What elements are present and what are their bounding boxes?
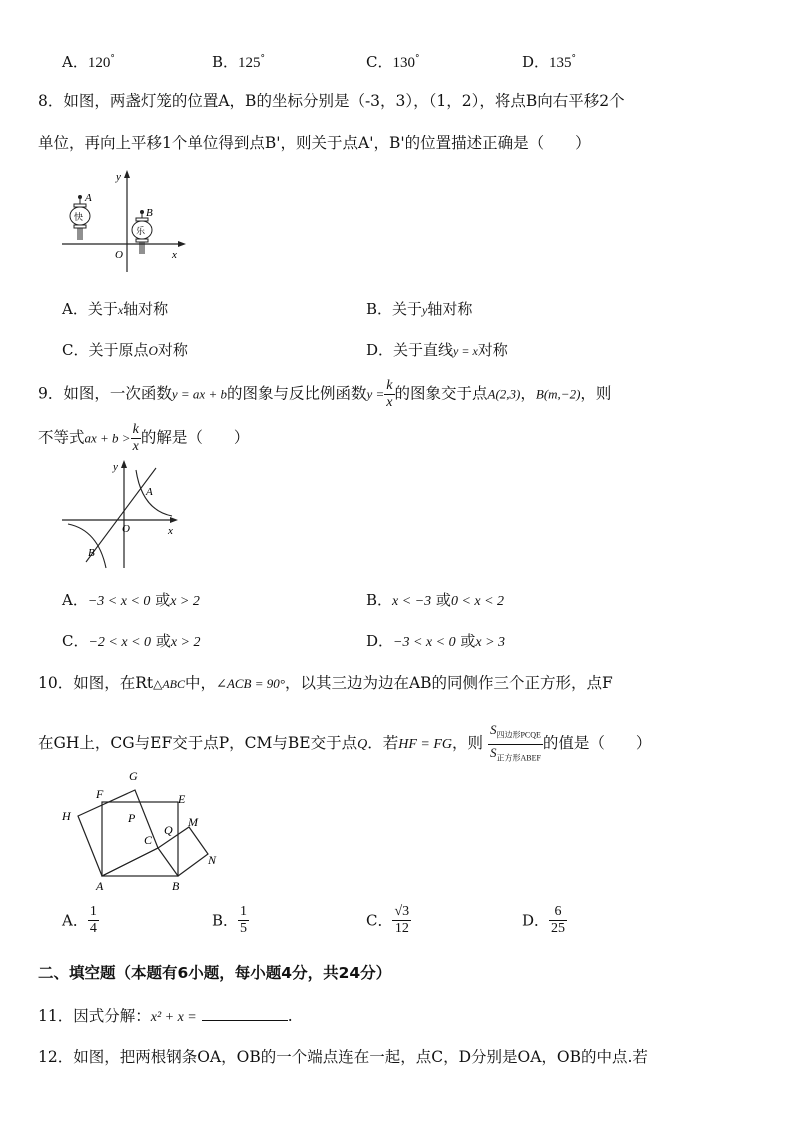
q8-fig-a-label: A xyxy=(85,192,92,204)
q11-stem: 11．因式分解：x² + x = . xyxy=(38,1004,293,1029)
q8-option-b: B．关于y轴对称 xyxy=(366,300,473,318)
q10-fig-p: P xyxy=(128,811,136,825)
q9-fig-y-label: y xyxy=(113,461,118,473)
lantern-b-char: 乐 xyxy=(136,226,146,236)
q10-figure xyxy=(58,764,228,896)
q9-fig-origin-label: O xyxy=(122,523,130,535)
q10-fig-e: E xyxy=(178,792,186,806)
q8-fig-x-label: x xyxy=(172,249,177,261)
q9-fraction-k-over-x: $\frac{k}{x}$ xyxy=(386,378,393,410)
q10-fig-c: C xyxy=(144,833,153,847)
q9-option-b: B．x < −3 或0 < x < 2 xyxy=(366,591,505,609)
q8-option-a: A．关于x轴对称 xyxy=(62,300,169,318)
q10-option-a: A． $\frac{1}{4}$ xyxy=(62,904,97,936)
q8-option-d: D．关于直线y = x对称 xyxy=(366,341,508,359)
q7-option-a: A．120° xyxy=(62,53,115,71)
q9-fig-x-label: x xyxy=(168,525,173,537)
q10-stem-line2: 在GH上，CG与EF交于点P，CM与BE交于点Q．若HF = FG，则 $\frac{S_{四边形PCQE}}{S_{正方形ABEF}}$ 的值是（ ） xyxy=(38,722,651,766)
lantern-a-char: 快 xyxy=(74,212,84,222)
q10-option-b: B． $\frac{1}{5}$ xyxy=(212,904,248,936)
q11-answer-blank xyxy=(202,1004,288,1021)
q10-fig-n: N xyxy=(208,853,217,867)
q9-fig-b-label: B xyxy=(88,547,95,559)
q10-fig-g: G xyxy=(129,769,138,783)
q9-option-d: D．−3 < x < 0 或x > 3 xyxy=(366,632,506,650)
q8-stem-line1: 8．如图，两盏灯笼的位置A，B的坐标分别是（-3，3），（1，2），将点B向右平移2个 xyxy=(38,92,625,110)
q9-option-c: C．−2 < x < 0 或x > 2 xyxy=(62,632,201,650)
q9-fig-a-label: A xyxy=(146,486,153,498)
q8-fig-y-label: y xyxy=(116,171,121,183)
q10-fig-b: B xyxy=(172,879,180,893)
q10-fig-f: F xyxy=(96,787,104,801)
section-2-heading: 二、填空题（本题有6小题，每小题4分，共24分） xyxy=(38,964,392,982)
q10-option-d: D． $\frac{6}{25}$ xyxy=(522,904,566,936)
q10-fig-q: Q xyxy=(164,823,173,837)
q7-option-c: C．130° xyxy=(366,53,420,71)
q9-figure xyxy=(60,458,184,572)
q9-stem-line2: 不等式ax + b > $\frac{k}{x}$ 的解是（ ） xyxy=(38,422,250,454)
q10-stem-line1: 10．如图，在Rt△ABC中，∠ACB = 90°，以其三边为边在AB的同侧作三个正方形，点F xyxy=(38,674,613,692)
q8-fig-origin-label: O xyxy=(115,249,123,261)
q9-fraction-k-over-x-2: $\frac{k}{x}$ xyxy=(132,422,139,454)
q8-option-c: C．关于原点O对称 xyxy=(62,341,188,359)
q10-option-c: C． $\frac{√3}{12}$ xyxy=(366,904,410,936)
q7-option-d: D．135° xyxy=(522,53,577,71)
q10-fig-m: M xyxy=(188,815,198,829)
q9-option-a: A．−3 < x < 0 或x > 2 xyxy=(62,591,200,609)
q8-figure xyxy=(60,168,200,280)
q9-stem-line1: 9．如图，一次函数y = ax + b的图象与反比例函数y = $\frac{k}{x}$ 的图象交于点A(2,3)，B(m,−2)，则 xyxy=(38,378,612,410)
q10-fig-h: H xyxy=(62,809,71,823)
q7-option-b: B．125° xyxy=(212,53,266,71)
q8-fig-b-label: B xyxy=(146,207,153,219)
q12-stem-line1: 12．如图，把两根钢条OA，OB的一个端点连在一起，点C，D分别是OA，OB的中点.若 xyxy=(38,1048,648,1066)
q8-stem-line2: 单位，再向上平移1个单位得到点B'，则关于点A'，B'的位置描述正确是（ ） xyxy=(38,134,591,152)
q10-area-ratio-fraction: $\frac{S_{四边形PCQE}}{S_{正方形ABEF}}$ xyxy=(489,722,541,763)
q10-fig-a: A xyxy=(96,879,104,893)
